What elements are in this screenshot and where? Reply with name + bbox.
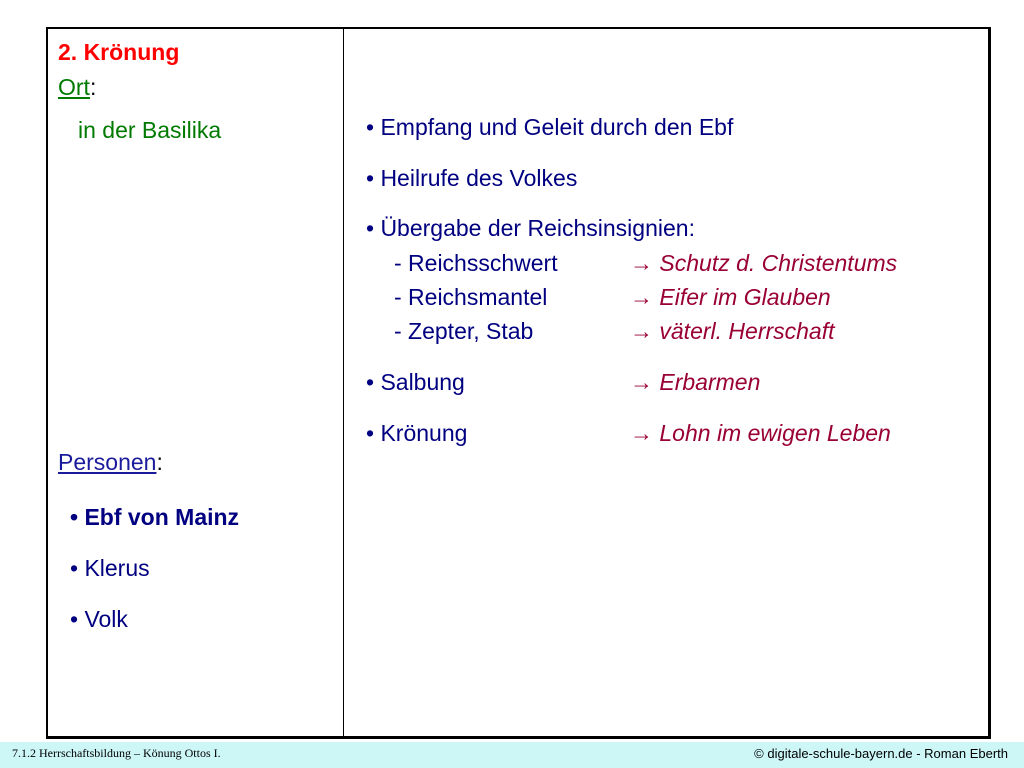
insignia-meaning (630, 320, 835, 343)
rite-item: • Übergabe der Reichsinsignien: (366, 215, 695, 241)
meaning-text: Schutz d. Christentums (659, 250, 898, 276)
rite-item: • Krönung (366, 420, 468, 446)
column-divider (343, 27, 344, 739)
meaning-text: Eifer im Glauben (659, 284, 831, 310)
arrow-icon: → (630, 250, 653, 276)
arrow-icon: → (630, 420, 653, 446)
personen-label: Personen (58, 449, 157, 475)
insignia-name: - Reichsmantel (394, 284, 548, 310)
rite-meaning (630, 371, 760, 394)
ort-value: in der Basilika (78, 117, 222, 143)
personen-heading (58, 451, 163, 474)
meaning-text: Lohn im ewigen Leben (659, 420, 891, 446)
rite-item: • Empfang und Geleit durch den Ebf (366, 114, 734, 140)
insignia-name: - Zepter, Stab (394, 318, 534, 344)
arrow-icon: → (630, 369, 653, 395)
insignia-meaning (630, 286, 831, 309)
person-item: • Klerus (70, 555, 150, 581)
person-item: • Volk (70, 606, 128, 632)
insignia-name: - Reichsschwert (394, 250, 558, 276)
arrow-icon: → (630, 318, 653, 344)
rite-item: • Heilrufe des Volkes (366, 165, 578, 191)
personen-colon: : (156, 449, 163, 475)
ort-label: Ort (58, 74, 90, 100)
footer-chapter: 7.1.2 Herrschaftsbildung – Könung Ottos I. (12, 746, 221, 760)
rite-meaning (630, 422, 891, 445)
insignia-meaning (630, 252, 897, 275)
slide-title: 2. Krönung (58, 39, 180, 65)
meaning-text: Erbarmen (659, 369, 761, 395)
ort-colon: : (89, 74, 97, 100)
meaning-text: väterl. Herrschaft (659, 318, 835, 344)
person-item: • Ebf von Mainz (70, 504, 240, 530)
arrow-icon: → (630, 284, 653, 310)
footer-copyright: © digitale-schule-bayern.de - Roman Eberth (754, 746, 1008, 761)
rite-item: • Salbung (366, 369, 465, 395)
ort-heading (58, 76, 96, 99)
